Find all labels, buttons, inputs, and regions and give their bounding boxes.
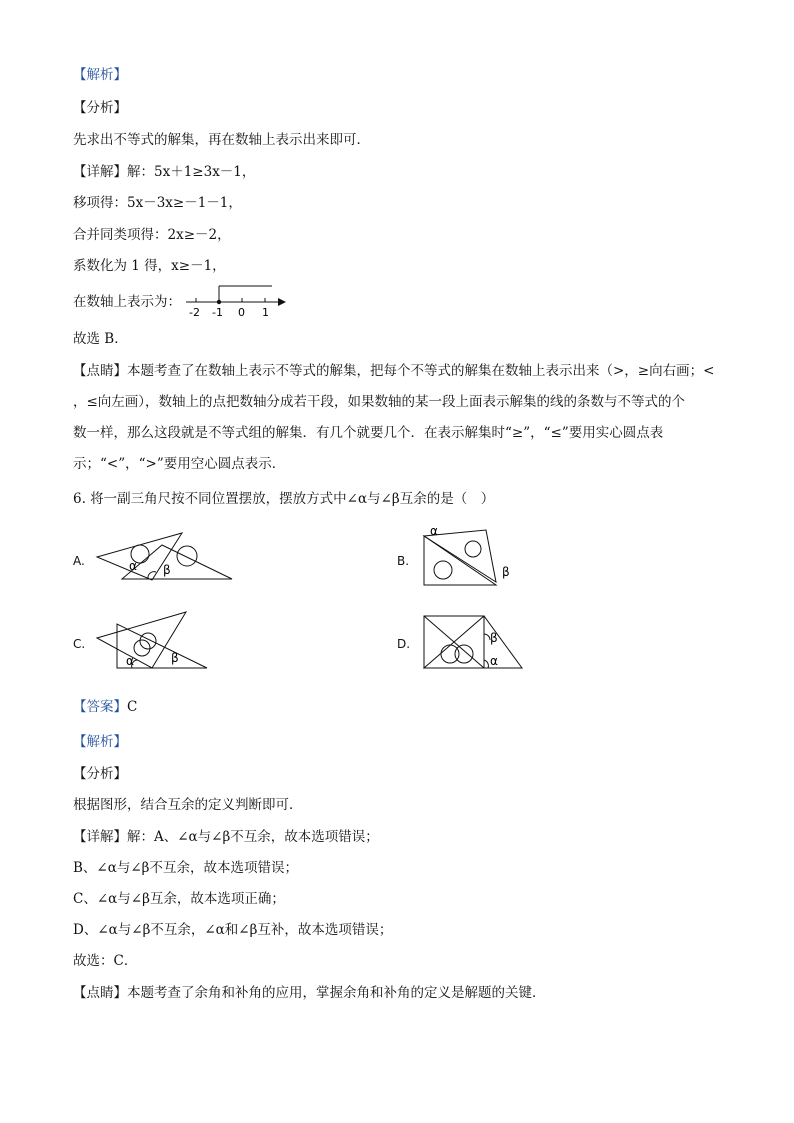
numline-tick-label: 0 <box>238 306 245 319</box>
fenxi-heading-2: 【分析】 <box>73 766 127 782</box>
alpha-label: α <box>126 654 134 668</box>
detail-line-1 <box>73 163 255 181</box>
detail-option-c: C、∠α与∠β互余，故本选项正确； <box>73 891 285 907</box>
detail-heading-1: 【详解】 <box>73 164 127 180</box>
numline-tick-label: -2 <box>189 306 200 319</box>
comment-heading-1: 【点睛】 <box>73 363 127 379</box>
analysis-text-1: 先求出不等式的解集，再在数轴上表示出来即可． <box>73 132 370 148</box>
alpha-label: α <box>129 559 137 573</box>
step-move-terms: 移项得：5x－3x≥－1－1， <box>73 195 242 211</box>
comment-text-2: 本题考查了余角和补角的应用，掌握余角和补角的定义是解题的关键． <box>127 985 546 1001</box>
analysis-text-2: 根据图形，结合互余的定义判断即可． <box>73 797 303 813</box>
jiexi-heading-2: 【解析】 <box>73 734 127 750</box>
question-6-text: 6. 将一副三角尺按不同位置摆放，摆放方式中∠α与∠β互余的是（ ） <box>73 491 495 507</box>
comment-text-1c: 数一样，那么这段就是不等式组的解集．有几个就要几个．在表示解集时“≥”，“≤”要用实心圆点表 <box>73 425 664 441</box>
detail-text-1: 解：5x＋1≥3x－1， <box>127 164 256 180</box>
option-a-label: A. <box>73 554 85 568</box>
comment-heading-2: 【点睛】 <box>73 985 127 1001</box>
alpha-label: α <box>490 654 498 668</box>
step-combine-terms: 合并同类项得：2x≥－2， <box>73 227 231 243</box>
option-c-label: C. <box>73 637 86 651</box>
beta-label: β <box>163 563 171 577</box>
numline-label: 在数轴上表示为： <box>73 294 181 310</box>
comment-line-2 <box>73 984 546 1002</box>
detail-option-d: D、∠α与∠β不互余，∠α和∠β互补，故本选项错误； <box>73 922 393 938</box>
alpha-label: α <box>430 524 438 538</box>
jiexi-heading-1: 【解析】 <box>73 67 127 83</box>
option-b-label: B. <box>397 554 410 568</box>
detail-heading-2: 【详解】 <box>73 829 127 845</box>
numline-tick-label: 1 <box>262 306 269 319</box>
conclusion-2: 故选：C． <box>73 953 138 969</box>
detail-option-b: B、∠α与∠β不互余，故本选项错误； <box>73 860 298 876</box>
option-a-figure <box>92 528 237 586</box>
beta-label: β <box>502 565 510 579</box>
option-b-figure <box>418 522 518 588</box>
comment-text-1a: 本题考查了在数轴上表示不等式的解集，把每个不等式的解集在数轴上表示出来（>，≥向右画；< <box>127 363 715 379</box>
comment-text-1b: ，≤向左画），数轴上的点把数轴分成若干段，如果数轴的某一段上面表示解集的线的条数与不等式的个 <box>73 394 686 410</box>
number-line-figure <box>180 280 290 320</box>
answer-value: C <box>127 699 138 715</box>
comment-line-1 <box>73 362 714 380</box>
step-coefficient: 系数化为 1 得，x≥－1， <box>73 258 226 274</box>
fenxi-heading-1: 【分析】 <box>73 100 127 116</box>
answer-line <box>73 698 137 716</box>
comment-text-1d: 示；“<”，“>”要用空心圆点表示． <box>73 456 286 472</box>
detail-text-2: 解：A、∠α与∠β不互余，故本选项错误； <box>127 829 379 845</box>
beta-label: β <box>171 651 179 665</box>
numline-tick-label: -1 <box>212 306 223 319</box>
beta-label: β <box>490 631 498 645</box>
option-d-figure <box>418 610 528 672</box>
answer-heading: 【答案】 <box>73 699 127 715</box>
option-c-figure <box>92 608 212 670</box>
option-d-label: D. <box>397 637 411 651</box>
conclusion-1: 故选 B． <box>73 331 128 347</box>
detail-line-2 <box>73 828 379 846</box>
